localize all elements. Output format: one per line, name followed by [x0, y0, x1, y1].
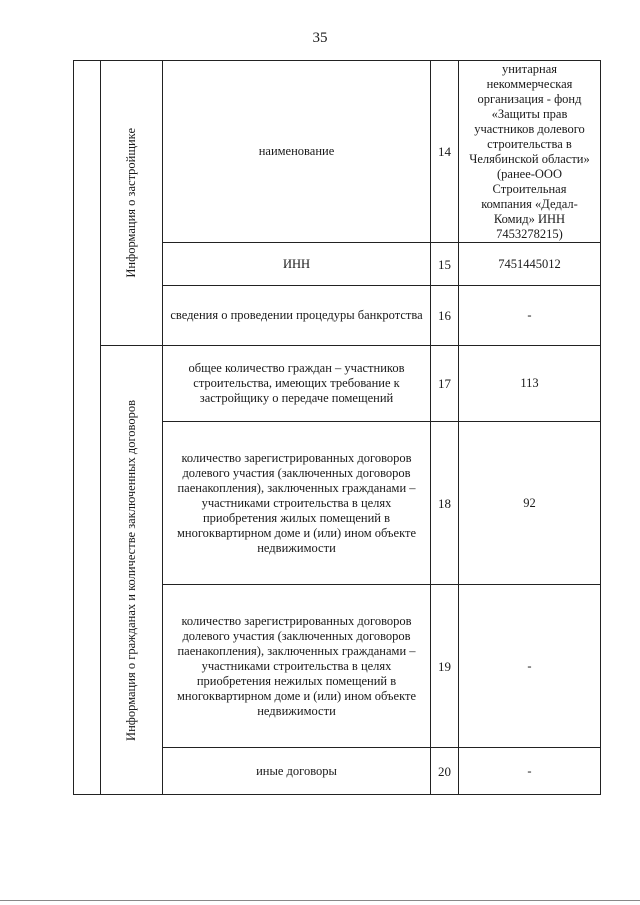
- row-label: наименование: [258, 144, 335, 158]
- row-number: 19: [438, 658, 451, 674]
- row-value: -: [527, 308, 532, 322]
- row-label: сведения о проведении процедуры банкротства: [170, 308, 423, 322]
- page-bottom-edge: [0, 900, 640, 901]
- row-number: 18: [438, 495, 451, 511]
- row-label: количество зарегистрированных договоров долевого участия (заключенных договоров паенакопления), заключенных гражданами – участниками строительства в целях приобретения жилых помещений в многоквартирном доме и (или) ином объекте недвижимости: [177, 450, 416, 555]
- row-label: общее количество граждан – участников строительства, имеющих требование к застройщику о передаче помещений: [188, 361, 405, 405]
- section-title: Информация о застройщике: [124, 128, 138, 278]
- row-label: ИНН: [282, 256, 311, 271]
- row-value: -: [527, 763, 532, 778]
- row-label: иные договоры: [256, 763, 337, 778]
- row-number: 14: [438, 144, 451, 159]
- row-value: 113: [520, 376, 539, 390]
- row-number: 16: [438, 308, 451, 323]
- section-title: Информация о гражданах и количестве заключенных договоров: [124, 399, 138, 741]
- page-number: 35: [312, 30, 328, 46]
- row-value: 92: [523, 495, 536, 510]
- section-header-citizens: [101, 346, 162, 794]
- developer-info-table: [73, 60, 601, 795]
- table-border-right: [600, 60, 601, 795]
- table-border-bottom: [73, 794, 601, 795]
- row-number: 20: [438, 763, 451, 779]
- row-value: -: [527, 658, 532, 673]
- row-value: 7451445012: [498, 256, 561, 271]
- row-number: 15: [438, 256, 451, 272]
- row-value: унитарная некоммерческая организация - фонд «Защиты прав участников долевого строительства в Челябинской области» (ранее-ООО Строительная компания «Дедал-Комид» ИНН 7453278215): [469, 61, 590, 241]
- table-border-left: [73, 60, 74, 795]
- section-header-developer: [101, 61, 162, 345]
- row-number: 17: [438, 376, 451, 391]
- row-label: количество зарегистрированных договоров долевого участия (заключенных договоров паенакопления), заключенных гражданами – участниками строительства в целях приобретения нежилых помещений в многоквартирном доме и (или) ином объекте недвижимости: [177, 613, 416, 718]
